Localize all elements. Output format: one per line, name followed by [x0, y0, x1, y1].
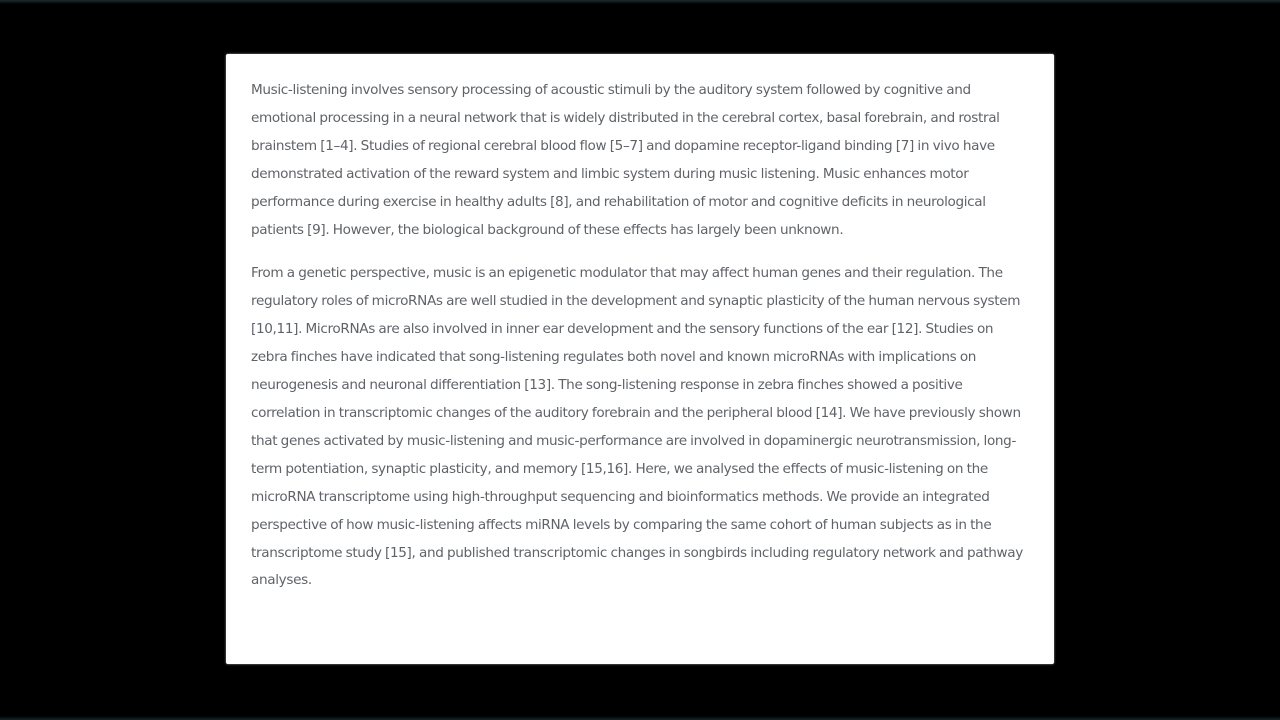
paragraph-genetic-perspective: From a genetic perspective, music is an epigenetic modulator that may affect human genes and their regulation. The regulatory roles of microRNAs are well studied in the development and synaptic plasticity of the human nervous system [10,11]. MicroRNAs are also involved in inner ear development and the sensory functions of the ear [12]. Studies on zebra finches have indicated that song-listening regulates both novel and known microRNAs with implications on neurogenesis and neuronal differentiation [13]. The song-listening response in zebra finches showed a positive correlation in transcriptomic changes of the auditory forebrain and the peripheral blood [14]. We have previously shown that genes activated by music-listening and music-performance are involved in dopaminergic neurotransmission, long-term potentiation, synaptic plasticity, and memory [15,16]. Here, we analysed the effects of music-listening on the microRNA transcriptome using high-throughput sequencing and bioinformatics methods. We provide an integrated perspective of how music-listening affects miRNA levels by comparing the same cohort of human subjects as in the transcriptome study [15], and published transcriptomic changes in songbirds including regulatory network and pathway analyses. [251, 265, 1023, 589]
paragraph-introduction: Music-listening involves sensory processing of acoustic stimuli by the auditory system followed by cognitive and emotional processing in a neural network that is widely distributed in the cerebral cortex, basal forebrain, and rostral brainstem [1–4]. Studies of regional cerebral blood flow [5–7] and dopamine receptor-ligand binding [7] in vivo have demonstrated activation of the reward system and limbic system during music listening. Music enhances motor performance during exercise in healthy adults [8], and rehabilitation of motor and cognitive deficits in neurological patients [9]. However, the biological background of these effects has largely been unknown. [251, 82, 1000, 238]
document-page [226, 54, 1054, 664]
frame-top-edge [0, 0, 1280, 4]
frame-bottom-edge [0, 716, 1280, 720]
